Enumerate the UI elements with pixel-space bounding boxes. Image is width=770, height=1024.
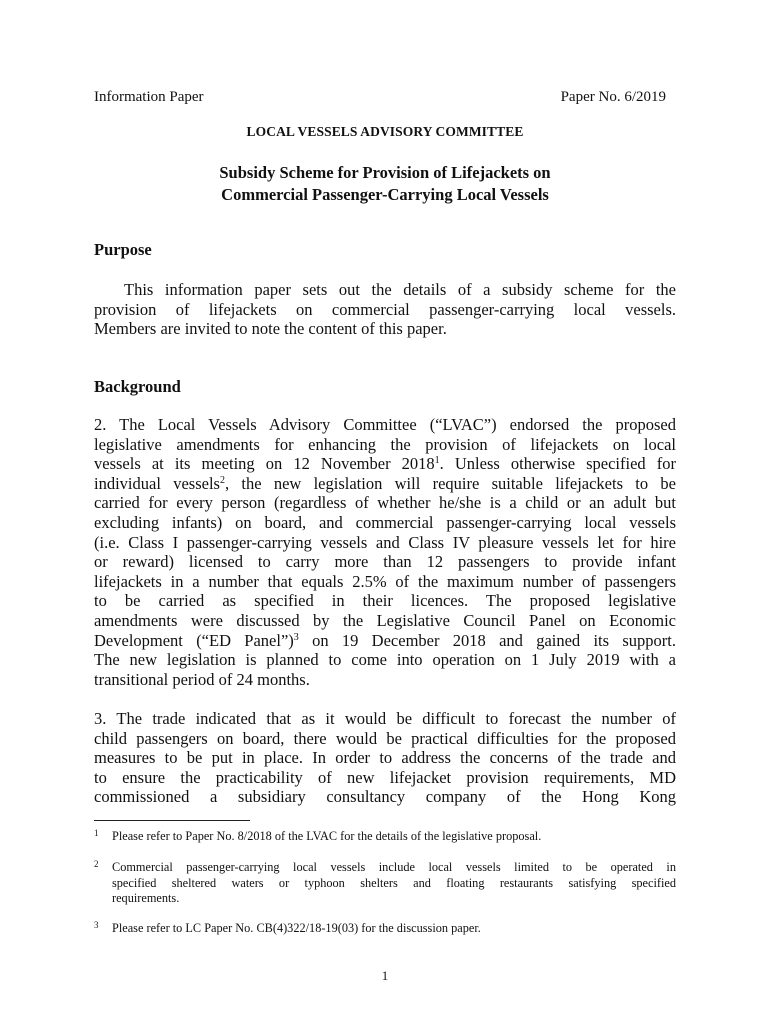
para2-line: lifejackets in a number that equals 2.5% of the maximum number of passengers <box>94 571 676 591</box>
para3-line: to ensure the practicability of new lifejacket provision requirements, MD <box>94 767 676 787</box>
para2-line <box>94 454 676 474</box>
para2-line: amendments were discussed by the Legislative Council Panel on Economic <box>94 610 676 630</box>
footnote-number: 3 <box>94 920 99 930</box>
text-run: , the new legislation will require suitable lifejackets to be <box>224 473 676 493</box>
footnote-ref-1: 1 <box>434 455 440 467</box>
title-line-1: Subsidy Scheme for Provision of Lifejackets on <box>219 163 551 182</box>
purpose-line: Members are invited to note the content of this paper. <box>94 319 447 339</box>
para2-line: to be carried as specified in their licences. The proposed legislative <box>94 591 676 611</box>
footnote-separator <box>94 820 250 821</box>
para3-line: 3. The trade indicated that as it would be difficult to forecast the number of <box>94 709 676 728</box>
purpose-line: This information paper sets out the details of a subsidy scheme for the <box>124 280 676 299</box>
para2-line: 2. The Local Vessels Advisory Committee (“LVAC”) endorsed the proposed <box>94 415 676 434</box>
footnote-text <box>112 921 676 937</box>
footnote-number: 2 <box>94 859 99 869</box>
para2-line: The new legislation is planned to come into operation on 1 July 2019 with a <box>94 650 676 670</box>
footnote-line: Commercial passenger-carrying local vessels include local vessels limited to be operated in <box>112 860 676 874</box>
page-number: 1 <box>381 968 389 983</box>
footnote-text <box>112 829 676 845</box>
purpose-heading: Purpose <box>94 240 152 259</box>
purpose-line: provision of lifejackets on commercial passenger-carrying local vessels. <box>94 299 676 319</box>
text-run: . Unless otherwise specified for <box>439 454 676 474</box>
paragraph-3 <box>94 709 676 807</box>
footnote-line: Please refer to LC Paper No. CB(4)322/18-19(03) for the discussion paper. <box>112 921 481 935</box>
footnote-text <box>112 860 676 907</box>
footnote-number: 1 <box>94 828 99 838</box>
purpose-paragraph <box>94 280 676 339</box>
paper-number: Paper No. 6/2019 <box>560 89 666 105</box>
committee-name: LOCAL VESSELS ADVISORY COMMITTEE <box>246 124 524 139</box>
para2-line <box>94 631 676 651</box>
text-run: individual vessels <box>94 473 220 493</box>
text-run: on 19 December 2018 and gained its support. <box>298 630 676 650</box>
para2-line: excluding infants) on board, and commercial passenger-carrying local vessels <box>94 512 676 532</box>
paragraph-2 <box>94 415 676 689</box>
background-heading: Background <box>94 377 181 396</box>
footnote-line: requirements. <box>112 891 180 905</box>
footnote-ref-2: 2 <box>219 474 225 486</box>
page-title <box>0 162 770 206</box>
para3-line: commissioned a subsidiary consultancy company of the Hong Kong <box>94 787 676 807</box>
para2-line: (i.e. Class I passenger-carrying vessels and Class IV pleasure vessels let for hire <box>94 532 676 552</box>
title-line-2: Commercial Passenger-Carrying Local Vessels <box>221 185 549 204</box>
para2-line: transitional period of 24 months. <box>94 669 310 689</box>
para2-line <box>94 474 676 494</box>
footnote-ref-3: 3 <box>293 631 299 643</box>
paper-type-label: Information Paper <box>94 89 204 105</box>
footnote-line: Please refer to Paper No. 8/2018 of the LVAC for the details of the legislative proposal. <box>112 829 542 843</box>
para2-line: or reward) licensed to carry more than 12 passengers to provide infant <box>94 552 676 572</box>
para3-line: measures to be put in place. In order to address the concerns of the trade and <box>94 748 676 768</box>
para2-line: legislative amendments for enhancing the provision of lifejackets on local <box>94 434 676 454</box>
text-run: Development (“ED Panel”) <box>94 630 294 650</box>
text-run: vessels at its meeting on 12 November 2018 <box>94 454 435 474</box>
para3-line: child passengers on board, there would be practical difficulties for the proposed <box>94 728 676 748</box>
footnote-line: specified sheltered waters or typhoon shelters and floating restaurants satisfying specified <box>112 875 676 890</box>
para2-line: carried for every person (regardless of whether he/she is a child or an adult but <box>94 493 676 513</box>
